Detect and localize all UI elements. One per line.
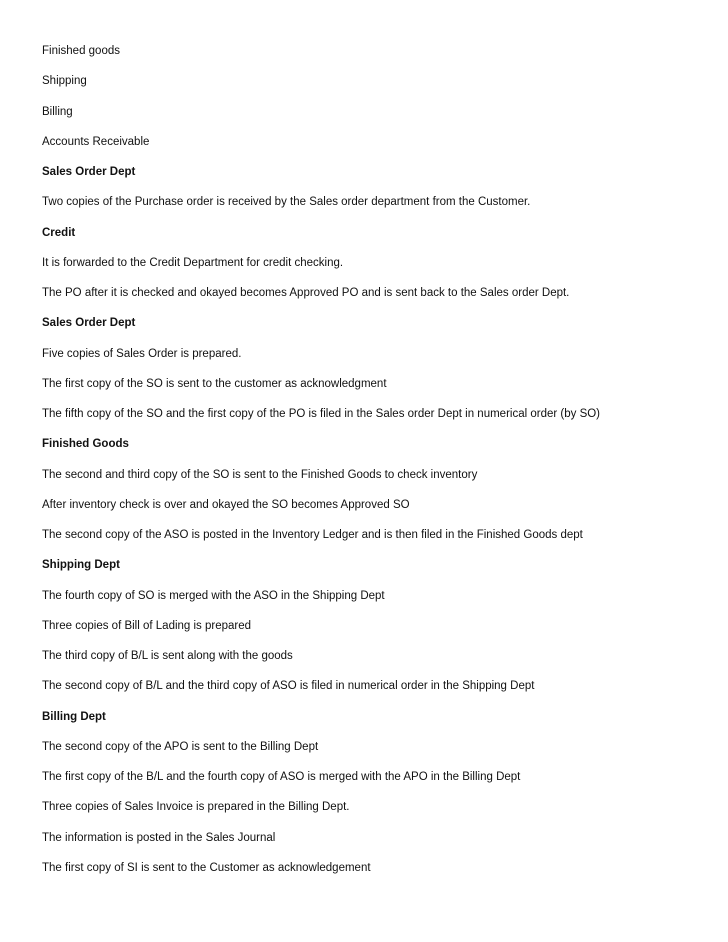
- text-line: Accounts Receivable: [42, 135, 150, 148]
- text-line: The first copy of the SO is sent to the customer as acknowledgment: [42, 377, 387, 390]
- text-line: Three copies of Sales Invoice is prepared in the Billing Dept.: [42, 801, 350, 814]
- text-line: Billing: [42, 105, 73, 118]
- text-line: Five copies of Sales Order is prepared.: [42, 347, 242, 360]
- text-line: The second copy of the APO is sent to the Billing Dept: [42, 740, 319, 753]
- text-line: Finished goods: [42, 45, 120, 57]
- text-line: The fifth copy of the SO and the first copy of the PO is filed in the Sales order Dept in numerical order (by SO): [42, 408, 601, 420]
- text-line: The PO after it is checked and okayed becomes Approved PO and is sent back to the Sales order Dept.: [42, 287, 570, 299]
- section-heading: Shipping Dept: [42, 559, 120, 572]
- text-line: Shipping: [42, 75, 87, 88]
- section-heading: Billing Dept: [42, 710, 106, 723]
- section-heading: Credit: [42, 226, 76, 239]
- section-heading: Finished Goods: [42, 438, 129, 451]
- text-line: The first copy of the B/L and the fourth copy of ASO is merged with the APO in the Billing Dept: [42, 771, 521, 783]
- text-line: The first copy of SI is sent to the Customer as acknowledgement: [42, 861, 371, 874]
- text-line: The information is posted in the Sales Journal: [42, 831, 276, 844]
- text-line: The fourth copy of SO is merged with the ASO in the Shipping Dept: [42, 589, 385, 602]
- text-line: Three copies of Bill of Lading is prepared: [42, 619, 252, 632]
- text-line: It is forwarded to the Credit Department for credit checking.: [42, 256, 344, 269]
- text-line: After inventory check is over and okayed the SO becomes Approved SO: [42, 498, 410, 511]
- section-heading: Sales Order Dept: [42, 317, 136, 330]
- section-heading: Sales Order Dept: [42, 166, 136, 178]
- text-line: The second and third copy of the SO is sent to the Finished Goods to check inventory: [42, 468, 478, 481]
- text-line: The second copy of the ASO is posted in the Inventory Ledger and is then filed in the Finished Goods dept: [42, 529, 583, 541]
- text-line: The second copy of B/L and the third copy of ASO is filed in numerical order in the Shipping Dept: [42, 680, 535, 693]
- text-line: Two copies of the Purchase order is received by the Sales order department from the Customer.: [42, 196, 531, 209]
- text-line: The third copy of B/L is sent along with the goods: [42, 650, 293, 662]
